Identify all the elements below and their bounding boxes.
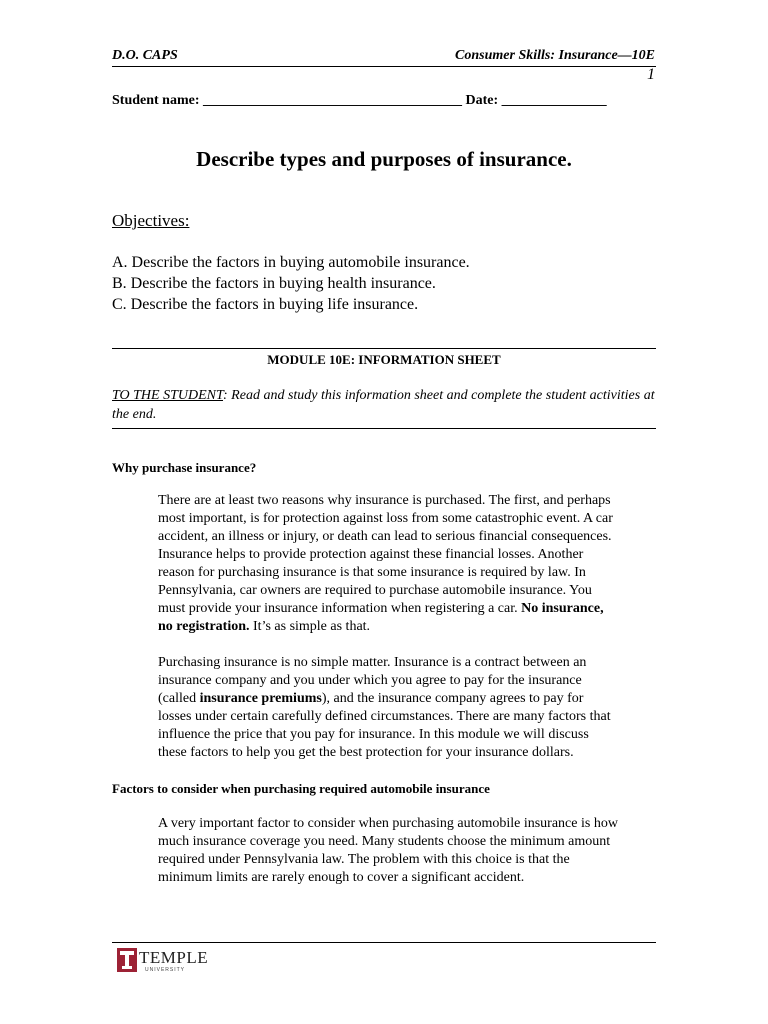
temple-university-logo xyxy=(117,948,217,976)
footer-divider xyxy=(112,942,656,943)
paragraph-line xyxy=(158,618,658,636)
header-left: D.O. CAPS xyxy=(112,48,178,63)
text-run: A very important factor to consider when purchasing automobile insurance is how xyxy=(158,816,618,831)
page-title: Describe types and purposes of insurance. xyxy=(196,147,572,171)
paragraph-line xyxy=(158,690,658,708)
paragraph xyxy=(158,654,658,762)
paragraph-line xyxy=(158,815,658,833)
bold-text: No insurance, xyxy=(521,601,604,616)
text-run: Insurance helps to provide protection against these financial losses. Another xyxy=(158,547,584,562)
page-number: 1 xyxy=(647,66,655,83)
header-right: Consumer Skills: Insurance—10E xyxy=(455,48,655,63)
bold-text: no registration. xyxy=(158,619,250,634)
objective-item: A. Describe the factors in buying automobile insurance. xyxy=(112,254,470,271)
section-heading: Factors to consider when purchasing required automobile insurance xyxy=(112,781,490,796)
paragraph-line xyxy=(158,672,658,690)
objective-item: B. Describe the factors in buying health insurance. xyxy=(112,275,436,292)
text-run: much insurance coverage you need. Many students choose the minimum amount xyxy=(158,834,611,849)
to-student-note xyxy=(112,386,656,424)
text-run: There are at least two reasons why insurance is purchased. The first, and perhaps xyxy=(158,493,611,508)
text-run: losses under certain carefully defined circumstances. There are many factors that xyxy=(158,709,611,724)
section-divider xyxy=(112,348,656,349)
objectives-list xyxy=(112,252,470,315)
section-divider xyxy=(112,428,656,429)
text-run: influence the price that you pay for insurance. In this module we will discuss xyxy=(158,727,589,742)
text-run: Pennsylvania, car owners are required to purchase automobile insurance. You xyxy=(158,583,592,598)
paragraph-line xyxy=(158,833,658,851)
text-run: insurance company and you under which you agree to pay for the insurance xyxy=(158,673,582,688)
paragraph-line xyxy=(158,654,658,672)
text-run: (called xyxy=(158,691,200,706)
temple-t-icon xyxy=(117,948,137,972)
text-run: most important, is for protection against loss from some catastrophic event. A car xyxy=(158,511,613,526)
objectives-heading: Objectives: xyxy=(112,211,190,230)
text-run: accident, an illness or injury, or death can lead to serious financial consequences. xyxy=(158,529,612,544)
paragraph-line xyxy=(158,869,658,887)
header-divider xyxy=(112,66,656,67)
paragraph xyxy=(158,815,658,887)
to-student-label: TO THE STUDENT xyxy=(112,388,224,403)
text-run: Purchasing insurance is no simple matter. Insurance is a contract between an xyxy=(158,655,587,670)
paragraph xyxy=(158,492,658,636)
paragraph-line xyxy=(158,528,658,546)
to-student-text: : Read and study this information sheet and complete the student activities at the end. xyxy=(112,388,655,422)
text-run: It’s as simple as that. xyxy=(249,619,371,634)
paragraph-line xyxy=(158,726,658,744)
paragraph-line xyxy=(158,510,658,528)
paragraph-line xyxy=(158,492,658,510)
bold-text: insurance premiums xyxy=(199,691,322,706)
text-run: must provide your insurance information when registering a car. xyxy=(158,601,522,616)
module-heading: MODULE 10E: INFORMATION SHEET xyxy=(267,352,501,367)
text-run: required under Pennsylvania law. The problem with this choice is that the xyxy=(158,852,570,867)
paragraph-line xyxy=(158,744,658,762)
text-run: ), and the insurance company agrees to pay for xyxy=(321,691,584,706)
paragraph-line xyxy=(158,851,658,869)
text-run: minimum limits are rarely enough to cover a significant accident. xyxy=(158,870,525,885)
logo-wordmark: TEMPLE xyxy=(139,948,209,967)
paragraph-line xyxy=(158,564,658,582)
text-run: these factors to help you get the best protection for your insurance dollars. xyxy=(158,745,574,760)
logo-subtext: UNIVERSITY xyxy=(145,967,186,973)
text-run: reason for purchasing insurance is that some insurance is required by law. In xyxy=(158,565,586,580)
paragraph-line xyxy=(158,546,658,564)
paragraph-line xyxy=(158,708,658,726)
student-name-date-line: Student name: _____________________________________ Date: _______________ xyxy=(112,93,607,108)
objective-item: C. Describe the factors in buying life insurance. xyxy=(112,296,419,313)
section-heading: Why purchase insurance? xyxy=(112,460,257,475)
paragraph-line xyxy=(158,600,658,618)
paragraph-line xyxy=(158,582,658,600)
